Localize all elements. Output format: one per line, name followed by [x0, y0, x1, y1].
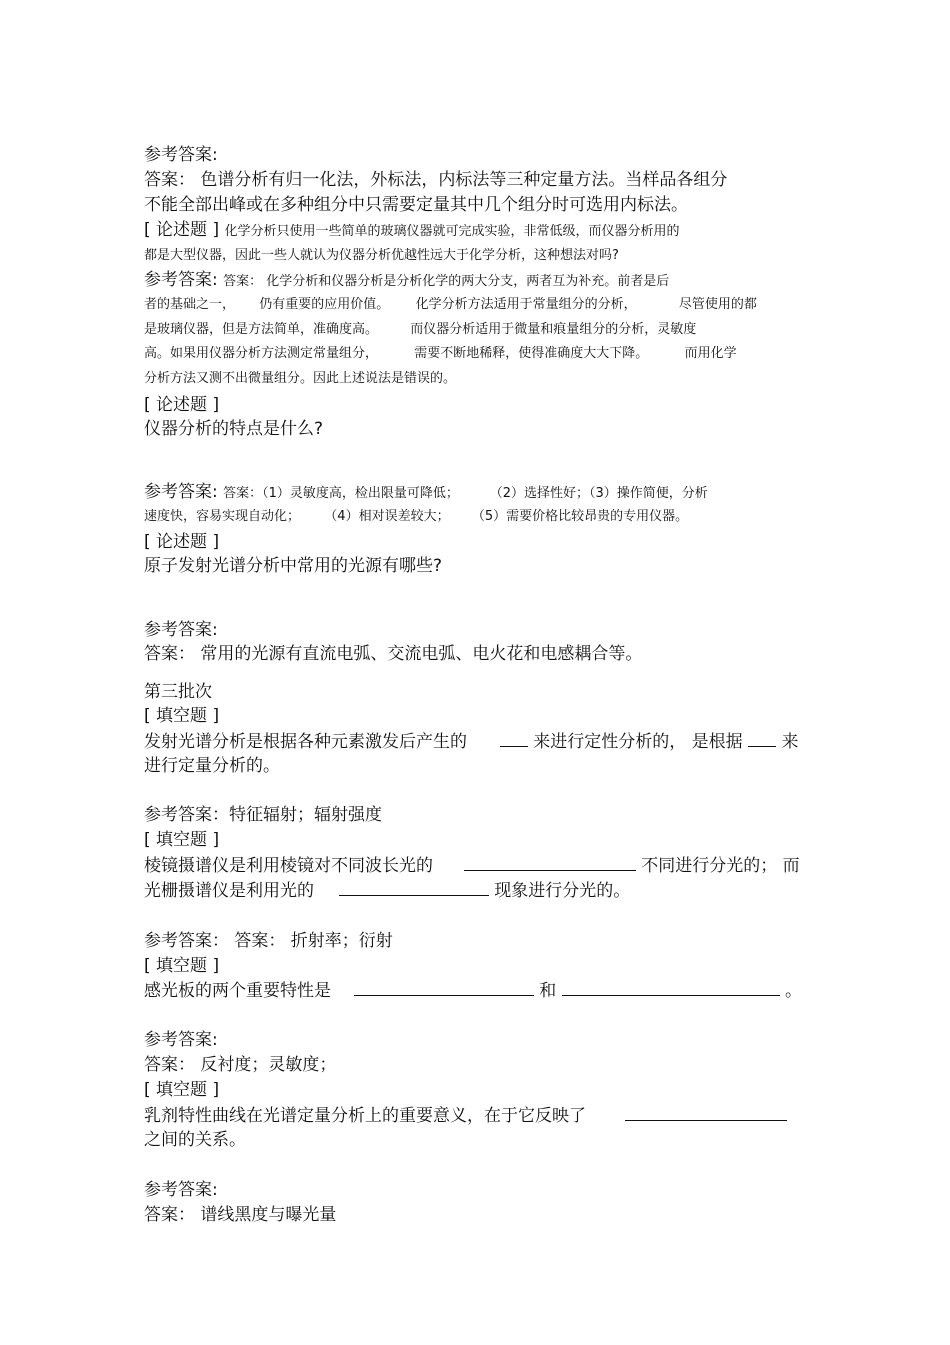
- answer-text-fill-4: 答案： 谱线黑度与曝光量: [144, 1205, 337, 1225]
- text-segment: 。: [785, 981, 803, 1001]
- text-segment: 速度快，容易实现自动化；: [144, 509, 301, 524]
- answer-text-3b: [144, 508, 688, 526]
- question-type-fill-3: [ 填空题 ]: [144, 956, 220, 976]
- blank-line: [500, 730, 528, 747]
- question-text-cont: 都是大型仪器，因此一些人就认为仪器分析优越性远大于化学分析，这种想法对吗?: [144, 248, 619, 263]
- text-segment: 感光板的两个重要特性是: [144, 981, 331, 1001]
- blank-line: [339, 879, 489, 896]
- question-block-essay-1: [144, 219, 680, 241]
- text-segment: 而仪器分析适用于微量和痕量组分的分析，灵敏度: [410, 322, 697, 337]
- answer-text-1b: 不能全部出峰或在多种组分中只需要定量其中几个组分时可选用内标法。: [144, 195, 688, 215]
- blank-line: [354, 979, 534, 996]
- answer-text-2b: [144, 296, 757, 314]
- text-segment: 来: [781, 732, 799, 752]
- answer-text: 答案： 化学分析和仪器分析是分析化学的两大分支，两者互为补充。前者是后: [223, 274, 670, 289]
- question-text-fill-4b: 之间的关系。: [144, 1130, 246, 1150]
- question-type-fill-2: [ 填空题 ]: [144, 830, 220, 850]
- text-segment: 乳剂特性曲线在光谱定量分析上的重要意义，在于它反映了: [144, 1106, 586, 1126]
- text-segment: （5）需要价格比较昂贵的专用仪器。: [471, 509, 689, 524]
- answer-line-2: [144, 269, 669, 291]
- question-text-fill-1b: 进行定量分析的。: [144, 756, 280, 776]
- answer-label-1: 参考答案:: [144, 145, 218, 165]
- text-segment: （4）相对误差较大；: [324, 509, 450, 524]
- answer-text-4: 答案： 常用的光源有直流电弧、交流电弧、电火花和电感耦合等。: [144, 644, 643, 664]
- answer-label: 参考答案:: [144, 270, 218, 290]
- text-segment: 和: [539, 981, 557, 1001]
- text-segment: 化学分析方法适用于常量组分的分析，: [415, 297, 637, 312]
- text-segment: 发射光谱分析是根据各种元素激发后产生的: [144, 732, 467, 752]
- text-segment: 者的基础之一，: [144, 297, 236, 312]
- question-type-essay-2: [ 论述题 ]: [144, 395, 220, 415]
- answer-label-4: 参考答案:: [144, 620, 218, 640]
- answer-fill-1: 参考答案：特征辐射；辐射强度: [144, 805, 382, 825]
- answer-label-fill-4: 参考答案:: [144, 1180, 218, 1200]
- text-segment: 仍有重要的应用价值。: [259, 297, 390, 312]
- question-text-fill-4: [144, 1104, 787, 1127]
- question-type-tag: [ 论述题 ]: [144, 220, 220, 240]
- question-text-fill-2b: [144, 879, 630, 902]
- answer-text-fill-3: 答案： 反衬度；灵敏度；: [144, 1055, 337, 1075]
- question-type-fill-1: [ 填空题 ]: [144, 706, 220, 726]
- question-text-fill-1: [144, 730, 798, 753]
- question-text: 化学分析只使用一些简单的玻璃仪器就可完成实验，非常低级，而仪器分析用的: [224, 224, 680, 239]
- answer-text: （2）选择性好；（3）操作简便，分析: [489, 486, 708, 501]
- text-segment: 棱镜摄谱仪是利用棱镜对不同波长光的: [144, 856, 433, 876]
- answer-text: 答案：（1）灵敏度高，检出限量可降低；: [223, 486, 459, 501]
- blank-line: [625, 1104, 787, 1121]
- answer-text-2c: [144, 321, 696, 339]
- question-type-fill-4: [ 填空题 ]: [144, 1080, 220, 1100]
- text-segment: 是玻璃仪器，但是方法简单，准确度高。: [144, 322, 379, 337]
- answer-label-fill-3: 参考答案:: [144, 1030, 218, 1050]
- answer-text-2d: [144, 345, 737, 363]
- blank-line: [562, 979, 780, 996]
- question-type-essay-3: [ 论述题 ]: [144, 532, 220, 552]
- blank-line: [748, 730, 776, 747]
- text-segment: 来进行定性分析的， 是根据: [533, 732, 743, 752]
- answer-text-2e: 分析方法又测不出微量组分。因此上述说法是错误的。: [144, 371, 457, 386]
- text-segment: 高。如果用仪器分析方法测定常量组分，: [144, 346, 379, 361]
- text-segment: 现象进行分光的。: [494, 881, 631, 901]
- section-title-batch-3: 第三批次: [144, 682, 212, 702]
- text-segment: 光栅摄谱仪是利用光的: [144, 881, 314, 901]
- question-text-essay-3: 原子发射光谱分析中常用的光源有哪些?: [144, 556, 443, 576]
- text-segment: 不同进行分光的； 而: [641, 856, 800, 876]
- answer-line-3: [144, 481, 708, 503]
- blank-line: [464, 854, 636, 871]
- text-segment: 尽管使用的都: [678, 297, 757, 312]
- answer-text-1a: 答案： 色谱分析有归一化法，外标法，内标法等三种定量方法。当样品各组分: [144, 170, 728, 190]
- question-text-fill-2: [144, 854, 800, 877]
- text-segment: 而用化学: [684, 346, 737, 361]
- text-segment: 需要不断地稀释，使得准确度大大下降。: [414, 346, 649, 361]
- answer-label: 参考答案:: [144, 482, 218, 502]
- answer-fill-2: 参考答案： 答案： 折射率；衍射: [144, 931, 393, 951]
- question-text-fill-3: [144, 979, 802, 1002]
- question-text-essay-2: 仪器分析的特点是什么?: [144, 419, 324, 439]
